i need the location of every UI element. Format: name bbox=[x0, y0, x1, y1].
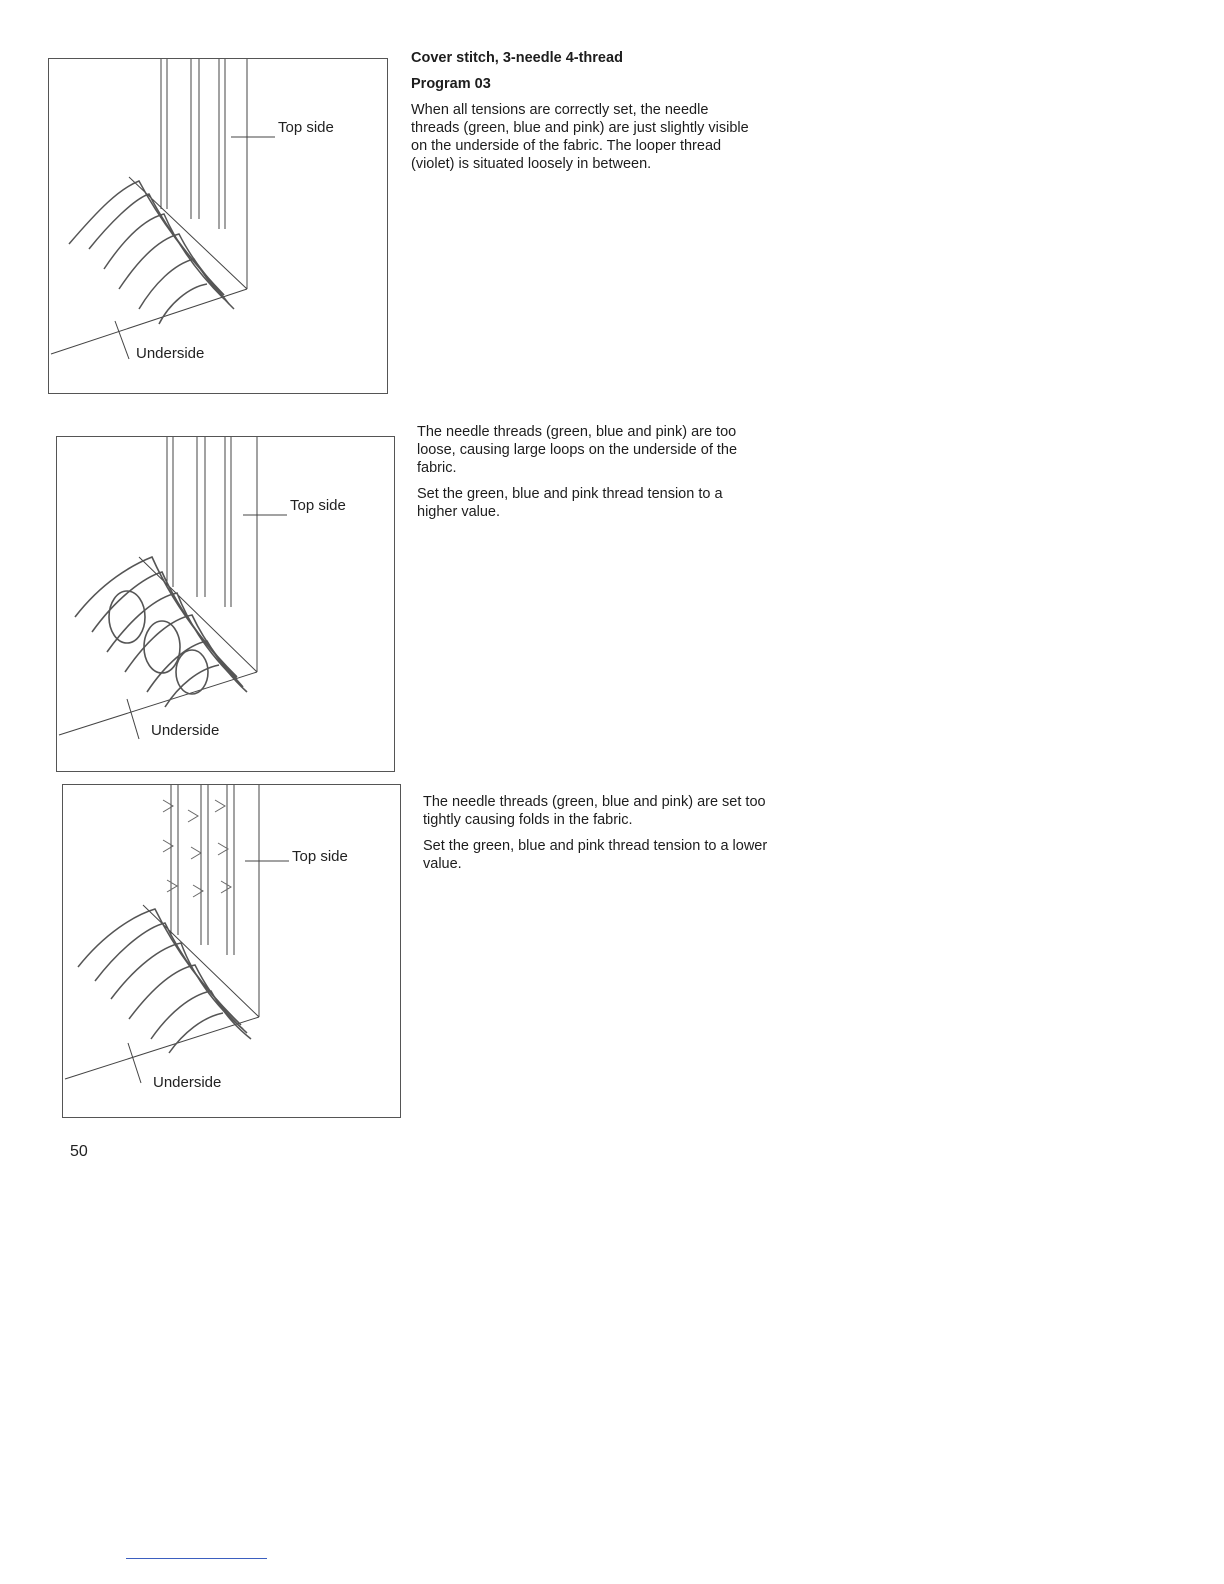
section-title: Cover stitch, 3-needle 4-thread bbox=[411, 50, 623, 66]
section-too-loose bbox=[417, 423, 757, 529]
stitch-illustration-correct bbox=[48, 58, 388, 394]
underside-label: Underside bbox=[153, 1074, 222, 1091]
top-side-label: Top side bbox=[278, 119, 334, 136]
stitch-drawing bbox=[63, 785, 400, 1117]
stitch-drawing bbox=[57, 437, 394, 771]
description: When all tensions are correctly set, the needle threads (green, blue and pink) are just slightly visible on the underside of the fabric. The looper thread (violet) is situated loosely in between. bbox=[411, 102, 749, 172]
underside-label: Underside bbox=[151, 722, 220, 739]
program-label: Program 03 bbox=[411, 76, 491, 92]
footer-rule bbox=[126, 1558, 267, 1559]
top-side-label: Top side bbox=[290, 497, 346, 514]
section-correct-tension bbox=[411, 49, 751, 181]
section-too-tight bbox=[423, 793, 768, 881]
instruction: Set the green, blue and pink thread tension to a lower value. bbox=[423, 838, 768, 872]
page-number: 50 bbox=[70, 1143, 88, 1160]
stitch-illustration-too-tight bbox=[62, 784, 401, 1118]
instruction: Set the green, blue and pink thread tension to a higher value. bbox=[417, 486, 723, 520]
stitch-drawing bbox=[49, 59, 387, 393]
description: The needle threads (green, blue and pink) are set too tightly causing folds in the fabric. bbox=[423, 794, 766, 828]
description: The needle threads (green, blue and pink) are too loose, causing large loops on the underside of the fabric. bbox=[417, 424, 738, 476]
underside-label: Underside bbox=[136, 345, 205, 362]
top-side-label: Top side bbox=[292, 848, 348, 865]
stitch-illustration-too-loose bbox=[56, 436, 395, 772]
